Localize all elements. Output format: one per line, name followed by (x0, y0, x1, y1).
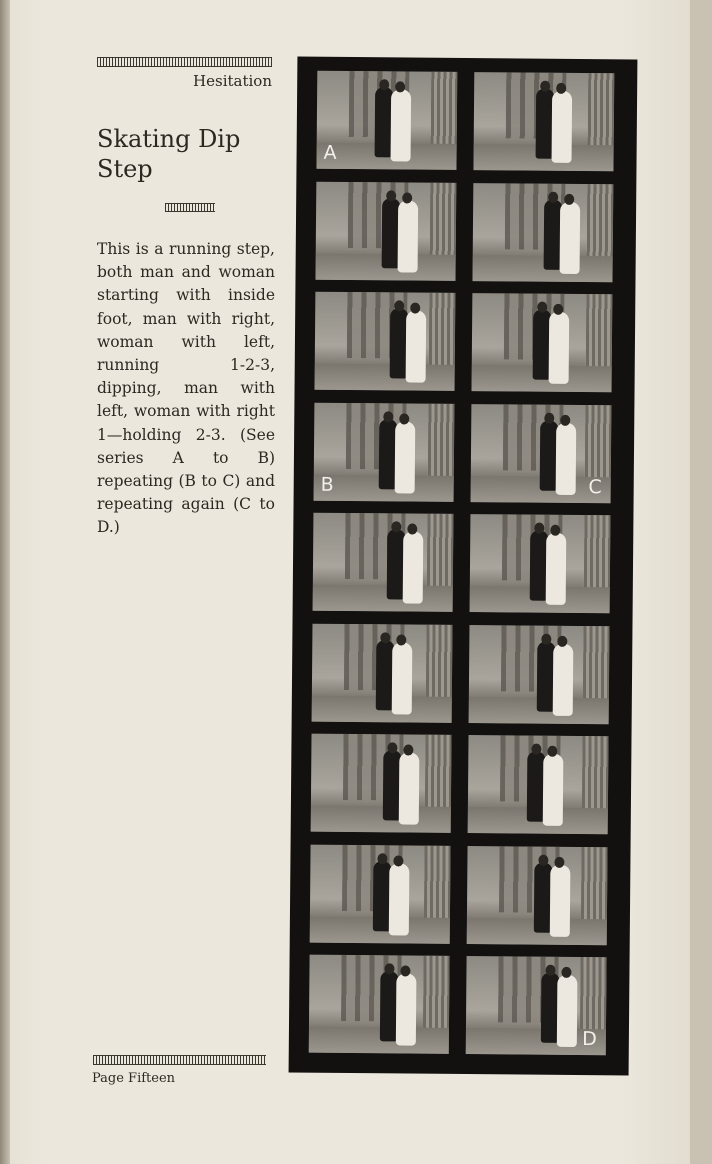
dancer-head (553, 304, 563, 315)
dancer-head (547, 746, 557, 757)
dancer-woman (549, 312, 570, 384)
dancer-woman (552, 91, 573, 163)
background-curtain (586, 294, 613, 374)
background-curtain (584, 515, 611, 595)
filmstrip (289, 57, 638, 1076)
dancer-head (538, 854, 548, 865)
dancer-head (564, 193, 574, 204)
dancer-woman (405, 310, 426, 382)
background-curtain (423, 956, 450, 1036)
background-curtain (429, 293, 456, 373)
film-frame (473, 72, 614, 171)
frame-letter: A (323, 141, 337, 164)
background-curtain (588, 73, 615, 153)
background-curtain (585, 405, 612, 485)
background-curtain (587, 184, 614, 264)
film-frame (468, 735, 609, 834)
dancer-head (395, 81, 405, 92)
frame-letter: C (588, 475, 602, 498)
step-description: This is a running step, both man and woman starting with inside foot, man with right, woman with left, running 1-2-3, dipping, man with left, woman with right 1—holding 2-3. (See series A to B) repeating (B to C) and repeating again (C to D.) (97, 240, 275, 537)
dancer-woman (545, 533, 566, 605)
dancer-woman (557, 975, 578, 1047)
background-curtain (424, 845, 451, 925)
dancer-head (531, 744, 541, 755)
page-title: Skating Dip Step (97, 125, 241, 183)
background-curtain (427, 514, 454, 594)
dancer-head (534, 523, 544, 534)
dancer-head (545, 412, 555, 423)
dancer-head (393, 855, 403, 866)
background-curtain (426, 624, 453, 704)
background-curtain (581, 847, 608, 927)
floor (309, 1027, 449, 1054)
dancer-head (554, 856, 564, 867)
dancer-head (542, 633, 552, 644)
floor (313, 585, 453, 612)
dancer-woman (559, 201, 580, 273)
film-frame (310, 844, 451, 943)
floor (315, 364, 455, 391)
dancer-head (394, 300, 404, 311)
dancer-woman (550, 864, 571, 936)
background-curtain (430, 182, 457, 262)
floor (472, 255, 612, 282)
dancer-head (387, 190, 397, 201)
dancer-head (377, 853, 387, 864)
dancer-head (396, 634, 406, 645)
film-frame (467, 846, 608, 945)
dancer-head (537, 302, 547, 313)
book-spine (0, 0, 10, 1164)
floor (311, 806, 451, 833)
background-curtain (583, 626, 610, 706)
bottom-ornamental-rule (93, 1055, 266, 1065)
dancer-head (410, 303, 420, 314)
page-number: Page Fifteen (92, 1071, 176, 1086)
film-frame (472, 293, 613, 392)
frame-letter: D (582, 1028, 597, 1051)
film-frame (314, 402, 455, 501)
film-frame (313, 513, 454, 612)
dancer-head (379, 79, 389, 90)
dancer-woman (398, 200, 419, 272)
section-label: Hesitation (193, 72, 272, 90)
top-ornamental-rule (97, 57, 272, 67)
dancer-woman (396, 973, 417, 1045)
background-curtain (428, 403, 455, 483)
frame-letter: B (320, 473, 334, 496)
film-frame (311, 734, 452, 833)
dancer-head (561, 414, 571, 425)
film-frame (470, 514, 611, 613)
dancer-head (557, 635, 567, 646)
dancer-head (403, 192, 413, 203)
background-curtain (582, 736, 609, 816)
film-frame (312, 623, 453, 722)
dancer-head (399, 413, 409, 424)
dancer-woman (395, 421, 416, 493)
dancer-woman (399, 752, 420, 824)
film-frame (471, 404, 612, 503)
background-curtain (580, 957, 607, 1037)
dancer-woman (391, 89, 412, 161)
film-frame (469, 625, 610, 724)
dancer-head (380, 632, 390, 643)
dancer-head (383, 411, 393, 422)
dancer-woman (556, 422, 577, 494)
film-frame (472, 183, 613, 282)
dancer-head (548, 191, 558, 202)
dancer-woman (542, 754, 563, 826)
background-curtain (425, 735, 452, 815)
dancer-woman (392, 642, 413, 714)
dancer-head (391, 521, 401, 532)
dancer-woman (402, 531, 423, 603)
dancer-head (407, 524, 417, 535)
background-curtain (431, 72, 458, 152)
dancer-woman (553, 643, 574, 715)
film-frame (466, 956, 607, 1055)
film-frame (315, 292, 456, 391)
title-ornamental-rule (165, 203, 215, 212)
dancer-head (550, 525, 560, 536)
film-frame (309, 955, 450, 1054)
film-frame (315, 181, 456, 280)
film-frame (316, 71, 457, 170)
dancer-woman (389, 863, 410, 935)
